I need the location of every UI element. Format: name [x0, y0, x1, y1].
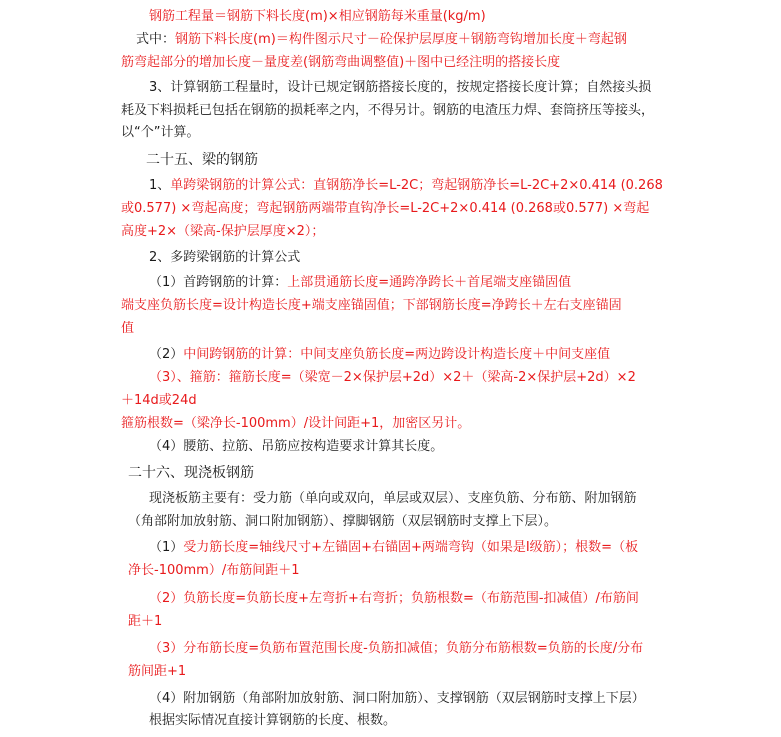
text-segment: （1）: [149, 540, 184, 555]
formula-line: [149, 274, 571, 292]
text-segment: （角部附加放射筋、洞口附加钢筋）、撑脚钢筋（双层钢筋时支撑上下层）。: [128, 514, 558, 529]
text-segment: 受力筋长度=轴线尺寸+左锚固+右锚固+两端弯钩（如果是Ⅰ级筋）；根数=（板: [183, 540, 639, 555]
text-segment: 或0.577) ×弯起高度；弯起钢筋两端带直钩净长=L-2C+2×0.414 (0.268或0.577) ×弯起: [121, 201, 650, 216]
text-segment: 筋间距+1: [128, 664, 187, 679]
text-segment: 耗及下料损耗已包括在钢筋的损耗率之内，不得另计。钢筋的电渣压力焊、套筒挤压等接头，: [121, 103, 655, 118]
text-segment: （2）: [149, 347, 184, 362]
paragraph-line: [121, 102, 654, 120]
text-segment: 二十五、梁的钢筋: [146, 152, 258, 168]
text-segment: 箍筋根数=（梁净长-100mm）/设计间距+1，加密区另计。: [121, 416, 471, 431]
formula-line: [149, 640, 643, 658]
formula-line: [121, 200, 649, 218]
text-segment: 根据实际情况直接计算钢筋的长度、根数。: [149, 713, 397, 728]
text-segment: 以“个”计算。: [121, 125, 200, 140]
text-segment: 式中：: [136, 32, 176, 47]
text-segment: 现浇板筋主要有：受力筋（单向或双向，单层或双层）、支座负筋、分布筋、附加钢筋: [149, 491, 637, 506]
text-segment: （3）、箍筋：箍筋长度=（梁宽－2×保护层+2d）×2＋（梁高-2×保护层+2d）×2: [149, 370, 636, 385]
text-segment: （4）腰筋、拉筋、吊筋应按构造要求计算其长度。: [149, 439, 444, 454]
formula-line: [128, 663, 186, 681]
text-segment: 2、多跨梁钢筋的计算公式: [149, 250, 301, 265]
text-segment: 二十六、现浇板钢筋: [128, 465, 254, 481]
paragraph-line: [128, 513, 557, 531]
formula-line: [121, 392, 197, 410]
paragraph-line: [149, 79, 651, 97]
formula-line: [149, 8, 486, 26]
section-heading: [128, 464, 254, 482]
text-segment: 净长-100mm）/布筋间距＋1: [128, 563, 300, 578]
formula-line: [149, 590, 639, 608]
text-segment: 筋弯起部分的增加长度－量度差(钢筋弯曲调整值)＋图中已经注明的搭接长度: [121, 55, 561, 70]
text-segment: 钢筋下料长度(m)＝构件图示尺寸－砼保护层厚度＋钢筋弯钩增加长度＋弯起钢: [175, 32, 627, 47]
text-segment: 值: [121, 321, 135, 336]
paragraph-line: [149, 712, 396, 730]
formula-line: [149, 346, 610, 364]
formula-line: [121, 415, 470, 433]
formula-line: [121, 320, 134, 338]
text-segment: ＋14d或24d: [121, 393, 197, 408]
text-segment: 距＋1: [128, 614, 163, 629]
formula-line: [149, 539, 638, 557]
text-segment: 中间跨钢筋的计算：中间支座负筋长度=两边跨设计构造长度＋中间支座值: [183, 347, 611, 362]
paragraph-line: [121, 124, 199, 142]
paragraph-line: [149, 438, 443, 456]
formula-line: [149, 177, 663, 195]
text-segment: 3、计算钢筋工程量时，设计已规定钢筋搭接长度的，按规定搭接长度计算；自然接头损: [149, 80, 652, 95]
text-segment: 1、: [149, 178, 171, 193]
text-segment: 高度+2×（梁高-保护层厚度×2）；: [121, 224, 325, 239]
formula-line: [121, 54, 560, 72]
formula-line: [128, 562, 299, 580]
text-segment: 钢筋工程量＝钢筋下料长度(m)×相应钢筋每米重量(kg/m): [149, 9, 486, 24]
text-segment: （4）附加钢筋（角部附加放射筋、洞口附加筋）、支撑钢筋（双层钢筋时支撑上下层）: [149, 691, 645, 706]
paragraph-line: [149, 490, 637, 508]
text-segment: （3）分布筋长度=负筋布置范围长度-负筋扣减值；负筋分布筋根数=负筋的长度/分布: [149, 641, 644, 656]
paragraph-line: [149, 249, 300, 267]
text-segment: 上部贯通筋长度=通跨净跨长＋首尾端支座锚固值: [287, 275, 572, 290]
formula-line: [121, 297, 622, 315]
formula-line: [128, 613, 162, 631]
formula-line: [121, 223, 324, 241]
formula-line: [136, 31, 627, 49]
section-heading: [146, 151, 258, 169]
text-segment: 单跨梁钢筋的计算公式：直钢筋净长=L-2C；弯起钢筋净长=L-2C+2×0.414 (0.268: [170, 178, 663, 193]
text-segment: （1）首跨钢筋的计算：: [149, 275, 288, 290]
paragraph-line: [149, 690, 645, 708]
formula-line: [149, 369, 636, 387]
text-segment: （2）负筋长度=负筋长度+左弯折+右弯折；负筋根数=（布筋范围-扣减值）/布筋间: [149, 591, 639, 606]
text-segment: 端支座负筋长度=设计构造长度+端支座锚固值；下部钢筋长度=净跨长＋左右支座锚固: [121, 298, 622, 313]
